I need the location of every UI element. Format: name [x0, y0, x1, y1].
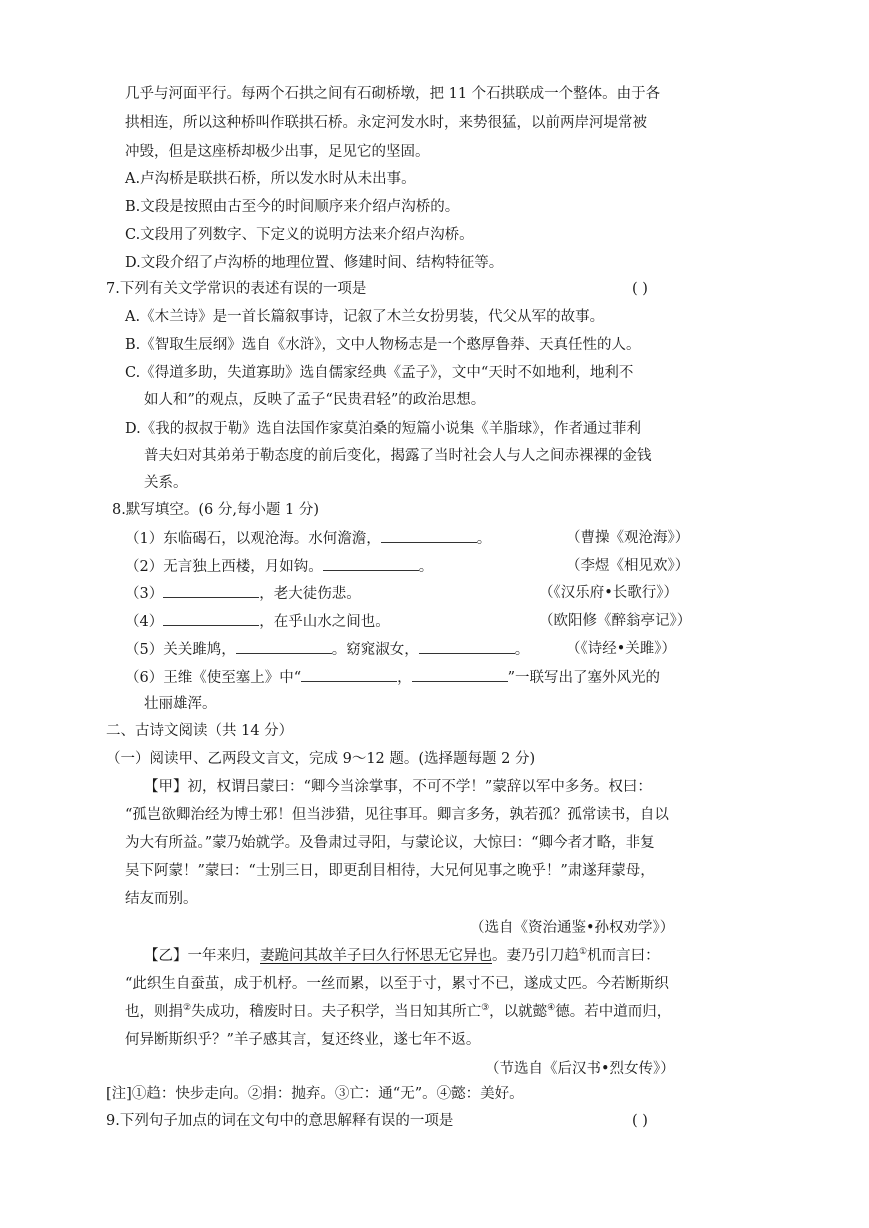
- source-1: （曹操《观沧海》）: [566, 530, 690, 546]
- answer-blank[interactable]: [163, 583, 259, 598]
- section-instruction: （一）阅读甲、乙两段文言文，完成 9～12 题。(选择题每题 2 分): [106, 751, 536, 767]
- question-9-stem: 9.下列句子加点的词在文句中的意思解释有误的一项是: [106, 1113, 454, 1129]
- jia-line: 为大有所益。”蒙乃始就学。及鲁肃过寻阳，与蒙论议，大惊曰：“卿今者才略，非复: [125, 835, 655, 851]
- source-4: （欧阳修《醉翁亭记》）: [539, 613, 692, 629]
- source-2: （李煜《相见欢》）: [566, 558, 690, 574]
- passage-line: 冲毁，但是这座桥却极少出事，足见它的坚固。: [125, 144, 430, 160]
- answer-blank[interactable]: [419, 639, 515, 654]
- option-a: A.卢沟桥是联拱石桥，所以发水时从未出事。: [125, 171, 416, 187]
- jia-line: 【甲】初，权谓吕蒙曰：“卿今当涂掌事，不可不学！”蒙辞以军中多务。权曰：: [144, 779, 652, 795]
- underlined-sentence: 妻跪问其故羊子曰久行怀思无它异也: [260, 948, 492, 964]
- yi-line: “此织生自蚕茧，成于机杼。一丝而累，以至于寸，累寸不已，遂成丈匹。今若断斯织: [125, 976, 669, 992]
- answer-paren: ( ): [632, 281, 648, 297]
- passage-line: 拱相连，所以这种桥叫作联拱石桥。永定河发水时，来势很猛，以前两岸河堤常被: [125, 115, 647, 131]
- q7-option-a: A.《木兰诗》是一首长篇叙事诗，记叙了木兰女扮男装，代父从军的故事。: [125, 309, 605, 325]
- option-b: B.文段是按照由古至今的时间顺序来介绍卢沟桥的。: [125, 199, 460, 215]
- answer-blank[interactable]: [381, 528, 477, 543]
- answer-blank[interactable]: [163, 611, 259, 626]
- passage-line: 几乎与河面平行。每两个石拱之间有石砌桥墩，把 11 个石拱联成一个整体。由于各: [125, 86, 661, 102]
- annotation-note: [注]①趋：快步走向。②捐：抛弃。③亡：通“无”。④懿：美好。: [106, 1086, 524, 1102]
- jia-line: 吴下阿蒙！”蒙曰：“士别三日，即更刮目相待，大兄何见事之晚乎！”肃遂拜蒙母，: [125, 863, 655, 879]
- option-d: D.文段介绍了卢沟桥的地理位置、修建时间、结构特征等。: [125, 255, 504, 271]
- jia-line: “孤岂欲卿治经为博士邪！但当涉猎，见往事耳。卿言多务，孰若孤？孤常读书，自以: [125, 807, 669, 823]
- fill-item-6-cont: 壮丽雄浑。: [144, 696, 217, 712]
- yi-line: 【乙】一年来归，妻跪问其故羊子曰久行怀思无它异也。妻乃引刀趋①机而言曰：: [144, 947, 660, 964]
- answer-blank[interactable]: [323, 556, 419, 571]
- fill-item-6: （6）王维《使至塞上》中“ ， ”一联写出了塞外风光的: [125, 667, 660, 688]
- q7-option-d: D.《我的叔叔于勒》选自法国作家莫泊桑的短篇小说集《羊脂球》，作者通过菲利: [125, 421, 641, 437]
- source-3: （《汉乐府•长歌行》）: [539, 585, 679, 601]
- question-8-stem: 8.默写填空。(6 分,每小题 1 分): [112, 502, 320, 518]
- fill-item-1: （1）东临碣石，以观沧海。水何澹澹， 。: [125, 528, 491, 549]
- answer-blank[interactable]: [412, 667, 508, 682]
- fill-item-4: （4） ，在乎山水之间也。: [125, 611, 390, 632]
- question-7-stem: 7.下列有关文学常识的表述有误的一项是: [106, 281, 367, 297]
- section-title: 二、古诗文阅读（共 14 分）: [106, 723, 294, 739]
- yi-source: （节选自《后汉书•烈女传》）: [485, 1061, 675, 1077]
- q7-option-d-cont: 普夫妇对其弟弟于勒态度的前后变化，揭露了当时社会人与人之间赤裸裸的金钱: [144, 448, 652, 464]
- q7-option-c: C.《得道多助，失道寡助》选自儒家经典《孟子》，文中“天时不如地利，地利不: [125, 365, 634, 381]
- yi-line: 何异断斯织乎？”羊子感其言，复还终业，遂七年不返。: [125, 1032, 481, 1048]
- q7-option-d-cont: 关系。: [144, 475, 188, 491]
- yi-line: 也，则捐②失成功，稽废时日。夫子积学，当日知其所亡③，以就懿④德。若中道而归，: [125, 1003, 672, 1020]
- answer-paren: ( ): [632, 1113, 648, 1129]
- answer-blank[interactable]: [301, 667, 397, 682]
- source-5: （《诗经•关雎》）: [566, 641, 677, 657]
- fill-item-5: （5）关关雎鸠， 。窈窕淑女， 。: [125, 639, 529, 660]
- jia-line: 结友而别。: [125, 891, 198, 907]
- answer-blank[interactable]: [236, 639, 332, 654]
- fill-item-3: （3） ，老大徒伤悲。: [125, 583, 361, 604]
- q7-option-c-cont: 如人和”的观点，反映了孟子“民贵君轻”的政治思想。: [144, 392, 486, 408]
- fill-item-2: （2）无言独上西楼，月如钩。 。: [125, 556, 433, 577]
- q7-option-b: B.《智取生辰纲》选自《水浒》，文中人物杨志是一个憨厚鲁莽、天真任性的人。: [125, 337, 641, 353]
- jia-source: （选自《资治通鉴•孙权劝学》）: [470, 920, 675, 936]
- option-c: C.文段用了列数字、下定义的说明方法来介绍卢沟桥。: [125, 227, 474, 243]
